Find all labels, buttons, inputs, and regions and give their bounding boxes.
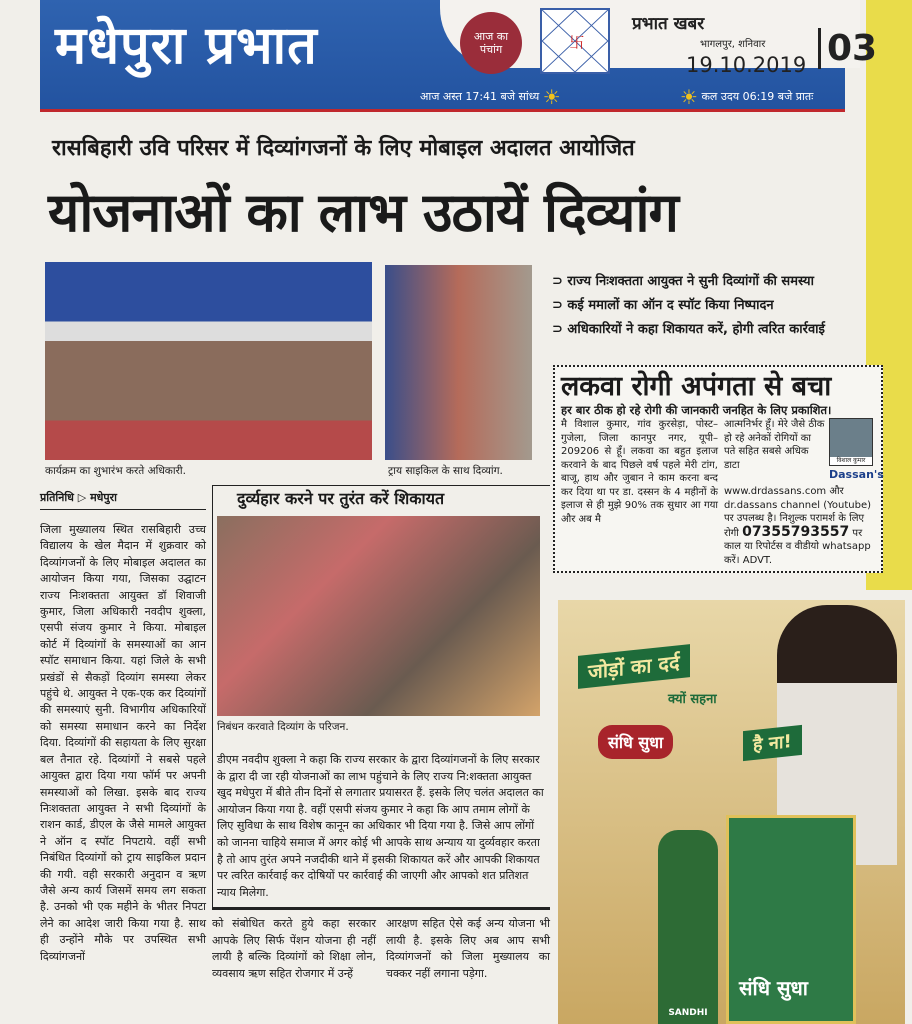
sunrise-label: कल xyxy=(701,90,718,103)
box-text: डीएम नवदीप शुक्ला ने कहा कि राज्य सरकार के द्वारा दिव्यांगजनों के लिए सरकार के द्वारा दी जा रही योजनाओं का लाभ पहुंचाने के लिए राज्य नि:शक्तता आयुक्त खुद मधेपुरा में बीते तीन दिनों से लगातार प्रयासरत हैं. इसके लिए चलंत अदालत का आयोजन किया गया है. वहीं एसपी संजय कुमार ने कहा कि आप तमाम लोगों के लिए सुविधा के साथ विशेष कानून का अधिकार भी दिया गया है. जिसे आप लोंगों को जानना चाहिये समाज में अगर कोई भी आपके साथ अन्याय या दुर्व्यवहार करता है तो आप तुरंत अपने नजदीकी थाने में इसकी शिकायत करें और आपकी शिकायत पर त्वरित कार्रवाई कर दोषियों पर कार्रवाई की जाएगी और आपको शत प्रतिशत न्याय मिलेगा. xyxy=(217,753,544,899)
bottle-label: SANDHI xyxy=(668,1008,708,1018)
article-body-col2: को संबोधित करते हुये कहा सरकार आपके लिए सिर्फ पेंशन योजना ही नहीं लायी है बल्कि दिव्यांगों को शिक्षा लोन, व्यवसाय ऋण सहित रोजगार में उन्हें xyxy=(212,917,376,980)
article-kicker: रासबिहारी उवि परिसर में दिव्यांगजनों के लिए मोबाइल अदालत आयोजित xyxy=(52,136,635,161)
photo-registration xyxy=(217,516,540,716)
product-logo: संधि सुधा xyxy=(598,725,673,759)
sunset-text: अस्त 17:41 बजे सांध्य xyxy=(442,90,540,103)
sidebar-box xyxy=(212,485,550,910)
photo-caption: कार्यक्रम का शुभारंभ करते अधिकारी. xyxy=(45,465,186,477)
edition-date: 19.10.2019 xyxy=(686,53,807,77)
photo-inauguration xyxy=(45,262,372,460)
photo-name: विशाल कुमार xyxy=(830,457,872,465)
sunset-time xyxy=(420,85,561,109)
testimonial-photo xyxy=(829,418,873,466)
ad-phone: 07355793557 xyxy=(742,523,850,540)
svg-text:卐: 卐 xyxy=(569,33,585,52)
highlight-item: ⊃ अधिकारियों ने कहा शिकायत करें, होगी त्वरित कार्रवाई xyxy=(552,318,882,342)
ad-tagline: है ना! xyxy=(743,725,802,761)
ad-tagline: जोड़ों का दर्द xyxy=(578,644,690,689)
ad-tagline: क्यों सहना xyxy=(668,692,717,707)
sun-cloud-icon: ☀ xyxy=(542,85,561,109)
sun-icon: ☀ xyxy=(680,85,698,109)
page-number: 03 xyxy=(818,28,877,69)
horoscope-chart-icon xyxy=(540,8,610,74)
sunrise-time xyxy=(680,85,814,109)
product-box xyxy=(726,815,856,1024)
panchang-badge: आज का पंचांग xyxy=(460,12,522,74)
ad-text-col2: आत्मनिर्भर हूँ। मेरे जैसे ठीक हो रहे अनेकों रोगियों का पते सहित सबसे अधिक डाटा www.drdassans.com और dr.dassans channel (Youtube) पर उपलब्ध है। निशुल्क परामर्श के लिए रोगी xyxy=(723,419,872,539)
ad-text-end: पर काल या रिपोर्टस व वीडीयो whatsapp करें। ADVT. xyxy=(723,527,871,566)
article-headline: योजनाओं का लाभ उठायें दिव्यांग xyxy=(48,181,678,244)
dassans-advertisement xyxy=(553,365,883,573)
photo-caption: निबंधन करवाते दिव्यांग के परिजन. xyxy=(217,721,349,733)
newspaper-brand: प्रभात खबर xyxy=(632,14,705,34)
article-left-column xyxy=(40,490,206,965)
ad-subtitle: हर बार ठीक हो रहे रोगी की जानकारी जनहित के लिए प्रकाशित। xyxy=(561,403,832,417)
sunset-label: आज xyxy=(420,90,440,103)
highlights-list xyxy=(552,270,882,342)
sandhi-sudha-advertisement xyxy=(558,600,905,1024)
highlight-item: ⊃ राज्य निःशक्तता आयुक्त ने सुनी दिव्यांगों की समस्या xyxy=(552,270,882,294)
photo-caption: ट्राय साइकिल के साथ दिव्यांग. xyxy=(388,465,503,477)
ad-side-panel xyxy=(829,418,884,482)
byline: प्रतिनिधि ▷ मधेपुरा xyxy=(40,490,206,510)
sunrise-text: उदय 06:19 बजे प्रातः xyxy=(720,90,814,103)
article-body-col3: आरक्षण सहित ऐसे कई अन्य योजना भी लायी है. इसके लिए अब आप सभी दिव्यांगजनों को जिला मुख्यालय का चक्कर नहीं लगाना पड़ेगा. xyxy=(386,917,550,980)
box-label: संधि सुधा xyxy=(739,976,808,1000)
box-title: दुर्व्यहार करने पर तुरंत करें शिकायत xyxy=(237,489,445,508)
ad-text-col1: मै विशाल कुमार, गांव कुरसेड़ा, पोस्ट–गुजेला, जिला कानपुर नगर, यूपी–209206 से हूँ। लकवा का बहुत इलाज करवाने के बाद पिछले वर्ष पहले मेरी टांग, बाजू, हाथ और जुबान ने काम करना बन्द कर दिया था पर डा. दस्सन के 4 महीनों के इलाज से ही मुझे 90% तक सुधार आ गया और अब मै xyxy=(561,419,718,525)
photo-tricycle xyxy=(385,265,532,460)
ad-title: लकवा रोगी अपंगता से बचा xyxy=(561,371,832,402)
dassans-logo: Dassan's xyxy=(829,468,884,481)
masthead-title: मधेपुरा प्रभात xyxy=(55,16,318,76)
edition-city-day: भागलपुर, शनिवार xyxy=(700,39,766,50)
article-body-col1: जिला मुख्यालय स्थित रासबिहारी उच्च विद्यालय के खेल मैदान में शुक्रवार को दिव्यांगजनों के लिए मोबाइल अदालत का आयोजन किया गया, जिसका उद्घाटन राज्य निःशक्तता आयुक्त डॉ शिवाजी कुमार, जिला अधिकारी नवदीप शुक्ला, एसपी संजय कुमार ने किया. मोबाइल कोर्ट में दिव्यांगों के समस्याओं का आन स्पॉट समाधान किया. यहां जिले के सभी प्रखंडों से सैकड़ों दिव्यांग समस्या लेकर पहुंचे थे. आयुक्त ने एक-एक कर दिव्यांगों की समस्याएं सुनी. विभागीय अधिकारियों को समस्या समाधान करने का निर्देश दिया. दिव्यांगों की सहायता के लिए सुरक्षा बल तैनात रहे. दिव्यांगों ने सबसे पहले आयुक्त द्वारा दिया गया फॉर्म पर अपनी समस्याओं को लिखा. इसके बाद राज्य निःशक्तता आयुक्त ने सभी दिव्यांगों के राशन कार्ड, डीएल के जैसे मामले आयुक्त ने ऑन द स्पॉट निपटाये. वहीं सभी निबंधित दिव्यांगों को ट्राय साइकिल प्रदान की गयी. वही सरकारी अनुदान व ऋण जैसे अन्य कार्य जिसमें समय लग सकता है. उनको भी एक महीने के भीतर निपटा लेने का आदेश जारी किया गया है. साथ ही उन्होंने मौके पर उपस्थित सभी दिव्यांगजनों xyxy=(40,523,206,963)
highlight-item: ⊃ कई ममालों का ऑन द स्पॉट किया निष्पादन xyxy=(552,294,882,318)
article-center-column xyxy=(212,485,550,982)
product-bottle xyxy=(658,830,718,1024)
